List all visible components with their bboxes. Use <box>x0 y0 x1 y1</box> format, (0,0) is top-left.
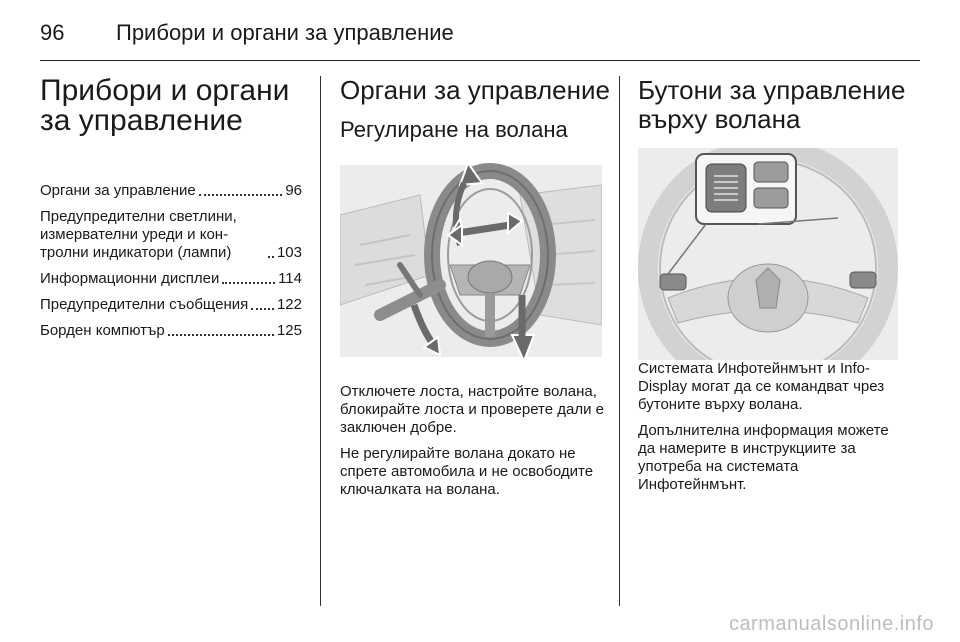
toc-entry-text: Предупредителни съобщения <box>40 296 249 313</box>
column-divider-2 <box>619 76 620 606</box>
toc-leader <box>199 194 283 196</box>
toc-entry-page: 103 <box>276 244 302 261</box>
toc-entry-text: Борден компютър <box>40 322 165 339</box>
toc-leader <box>222 282 275 284</box>
paragraph: Отключете лоста, настройте волана, блокирайте лоста и проверете дали е заключен добре. <box>340 383 605 436</box>
column-toc <box>40 76 302 348</box>
toc-entry[interactable] <box>40 270 302 288</box>
toc-leader <box>168 334 274 336</box>
column-divider-1 <box>320 76 321 606</box>
toc-entry-text: Информационни дисплеи <box>40 270 220 287</box>
toc-leader <box>251 308 274 310</box>
paragraph: Системата Инфотейнмънт и Info-Display могат да се командват чрез бутоните върху волана. <box>638 360 885 413</box>
column-wheel-buttons <box>638 76 908 502</box>
section-title: Органи за управление <box>340 75 610 105</box>
table-of-contents <box>40 182 302 340</box>
subsection-title: Регулиране на волана <box>340 117 568 142</box>
toc-entry-page: 122 <box>276 296 302 313</box>
toc-entry-page: 96 <box>285 182 302 199</box>
running-title: Прибори и органи за управление <box>116 20 454 45</box>
page-header <box>40 14 920 58</box>
page-number: 96 <box>40 20 65 45</box>
toc-entry-text: Органи за управление <box>40 182 196 199</box>
toc-entry-text: Предупредителни светлини, измервателни уреди и кон- тролни индикатори (лампи) <box>40 208 237 261</box>
chapter-title: Прибори и органи за управление <box>40 74 290 137</box>
steering-buttons-illustration <box>638 148 898 360</box>
steering-adjust-illustration <box>340 155 602 367</box>
toc-entry[interactable] <box>40 296 302 314</box>
header-rule <box>40 60 920 61</box>
instructions <box>340 383 610 499</box>
toc-entry[interactable] <box>40 322 302 340</box>
column-controls <box>340 76 610 507</box>
toc-entry-page: 125 <box>276 322 302 339</box>
toc-entry[interactable] <box>40 182 302 200</box>
toc-entry[interactable] <box>40 208 302 262</box>
paragraph: Не регулирайте волана докато не спрете автомобила и не освободите ключалката на волана. <box>340 445 594 498</box>
toc-entry-page: 114 <box>278 270 302 287</box>
section-title-buttons: Бутони за управление върху волана <box>638 75 906 134</box>
info-paragraphs <box>638 360 908 494</box>
toc-leader <box>268 256 274 258</box>
watermark: carmanualsonline.info <box>728 613 934 635</box>
paragraph: Допълнителна информация можете да намерите в инструкциите за употреба на системата Инфотейнмънт. <box>638 422 889 493</box>
